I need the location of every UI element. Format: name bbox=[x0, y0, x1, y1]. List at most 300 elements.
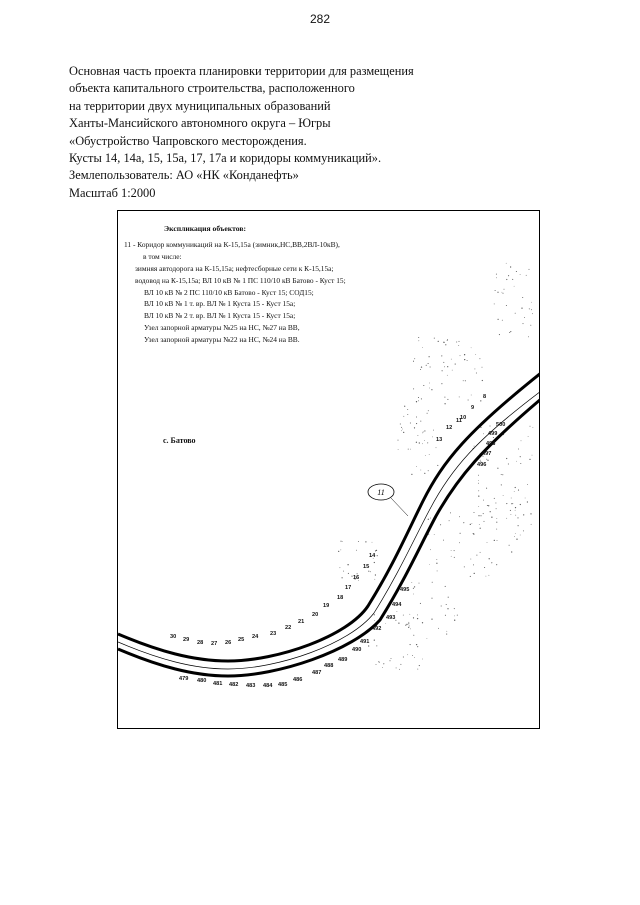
terrain-dot bbox=[404, 406, 405, 407]
point-label: 24 bbox=[252, 634, 259, 640]
point-label: 482 bbox=[229, 682, 239, 688]
terrain-dot bbox=[423, 431, 424, 432]
terrain-dot bbox=[447, 399, 448, 400]
terrain-dot bbox=[460, 533, 461, 534]
terrain-dot bbox=[403, 432, 404, 433]
legend bbox=[124, 223, 536, 346]
settlement-label: с. Батово bbox=[163, 436, 196, 445]
terrain-dot bbox=[424, 430, 425, 431]
terrain-dot bbox=[365, 541, 366, 542]
terrain-dot bbox=[422, 347, 423, 348]
terrain-dot bbox=[476, 373, 477, 374]
terrain-dot bbox=[396, 667, 397, 668]
terrain-dot bbox=[417, 614, 418, 615]
terrain-dot bbox=[451, 556, 452, 557]
terrain-dot bbox=[487, 542, 488, 543]
legend-item: водовод на К-15,15а; ВЛ 10 кВ № 1 ПС 110/10 кВ Батово - Куст 15; bbox=[135, 275, 346, 285]
terrain-dot bbox=[483, 433, 484, 434]
point-label: 29 bbox=[183, 637, 190, 643]
terrain-dot bbox=[417, 435, 418, 436]
terrain-dot bbox=[411, 474, 412, 475]
terrain-dot bbox=[465, 380, 466, 381]
terrain-dot bbox=[528, 436, 529, 437]
terrain-dot bbox=[486, 488, 487, 489]
terrain-dot bbox=[410, 644, 411, 645]
terrain-dot bbox=[474, 573, 475, 574]
terrain-dot bbox=[430, 518, 431, 519]
terrain-dot bbox=[422, 443, 423, 444]
terrain-dot bbox=[496, 522, 497, 523]
terrain-dot bbox=[401, 427, 402, 428]
terrain-dot bbox=[375, 550, 376, 551]
terrain-dot bbox=[478, 483, 479, 484]
terrain-dot bbox=[339, 567, 340, 568]
terrain-dot bbox=[452, 370, 453, 371]
terrain-dot bbox=[424, 440, 425, 441]
terrain-dot bbox=[479, 524, 480, 525]
point-label: 490 bbox=[352, 647, 362, 653]
terrain-dot bbox=[376, 645, 377, 646]
upper-point-labels bbox=[170, 394, 486, 647]
legend-item: Узел запорной арматуры №22 на НС, №24 на ВВ. bbox=[144, 335, 300, 345]
terrain-dot bbox=[374, 620, 375, 621]
terrain-dot bbox=[413, 588, 414, 589]
terrain-dot bbox=[413, 594, 414, 595]
point-label: 22 bbox=[285, 625, 292, 631]
terrain-dot bbox=[479, 358, 480, 359]
terrain-dot bbox=[429, 388, 430, 389]
terrain-dot bbox=[495, 503, 496, 504]
terrain-dot bbox=[530, 426, 531, 427]
terrain-dot bbox=[503, 495, 504, 496]
terrain-dot bbox=[418, 397, 419, 398]
terrain-dot bbox=[478, 506, 479, 507]
terrain-dot bbox=[429, 383, 430, 384]
terrain-dot bbox=[423, 385, 424, 386]
terrain-dot bbox=[502, 474, 503, 475]
plan-map bbox=[117, 210, 540, 729]
terrain-dot bbox=[520, 463, 521, 464]
terrain-dot bbox=[478, 490, 479, 491]
point-label: 18 bbox=[337, 595, 344, 601]
terrain-dot bbox=[490, 511, 491, 512]
terrain-dot bbox=[410, 629, 411, 630]
point-label: 487 bbox=[312, 670, 322, 676]
point-label: 14 bbox=[369, 553, 376, 559]
terrain-dot bbox=[432, 437, 433, 438]
terrain-dot bbox=[454, 608, 455, 609]
terrain-dot bbox=[428, 519, 429, 520]
terrain-dot bbox=[430, 549, 431, 550]
terrain-dot bbox=[409, 625, 410, 626]
terrain-dot bbox=[518, 525, 519, 526]
terrain-dot bbox=[518, 490, 519, 491]
terrain-dot bbox=[530, 513, 531, 514]
point-label: 15 bbox=[363, 564, 370, 570]
terrain-dot bbox=[478, 515, 479, 516]
terrain-dot bbox=[421, 366, 422, 367]
terrain-dot bbox=[529, 459, 530, 460]
legend-title: Экспликация объектов: bbox=[164, 224, 246, 233]
point-label: 30 bbox=[170, 634, 177, 640]
legend-item: ВЛ 10 кВ № 2 ПС 110/10 кВ Батово - Куст 15; СОД15; bbox=[144, 287, 314, 297]
terrain-dot bbox=[460, 355, 461, 356]
terrain-dot bbox=[476, 555, 477, 556]
terrain-dot bbox=[416, 644, 417, 645]
terrain-dot bbox=[489, 558, 490, 559]
terrain-dot bbox=[430, 367, 431, 368]
terrain-dot bbox=[468, 399, 469, 400]
terrain-dot bbox=[450, 512, 451, 513]
terrain-dot bbox=[471, 395, 472, 396]
terrain-dot bbox=[422, 433, 423, 434]
terrain-dot bbox=[419, 583, 420, 584]
terrain-dot bbox=[424, 473, 425, 474]
terrain-dot bbox=[382, 667, 383, 668]
point-label: 19 bbox=[323, 603, 330, 609]
terrain-dot bbox=[413, 388, 414, 389]
header-line: на территории двух муниципальных образований bbox=[69, 98, 331, 113]
terrain-dot bbox=[449, 520, 450, 521]
point-label: 17 bbox=[345, 585, 352, 591]
terrain-dot bbox=[440, 524, 441, 525]
point-label: 9 bbox=[471, 405, 475, 411]
terrain-dot bbox=[490, 426, 491, 427]
terrain-dot bbox=[406, 624, 407, 625]
point-label: 499 bbox=[488, 431, 498, 437]
terrain-dot bbox=[497, 468, 498, 469]
terrain-dot bbox=[436, 563, 437, 564]
terrain-dot bbox=[478, 480, 479, 481]
terrain-dot bbox=[494, 498, 495, 499]
point-label: 20 bbox=[312, 612, 319, 618]
terrain-dot bbox=[506, 503, 507, 504]
terrain-dot bbox=[486, 459, 487, 460]
terrain-dot bbox=[412, 655, 413, 656]
terrain-dot bbox=[356, 550, 357, 551]
terrain-dot bbox=[425, 455, 426, 456]
scale-line: Масштаб 1:2000 bbox=[69, 185, 156, 200]
point-label: 491 bbox=[360, 639, 370, 645]
terrain-dot bbox=[395, 620, 396, 621]
terrain-dot bbox=[427, 442, 428, 443]
terrain-dot bbox=[454, 616, 455, 617]
point-label: 479 bbox=[179, 676, 189, 682]
terrain-dot bbox=[413, 361, 414, 362]
terrain-dot bbox=[427, 413, 428, 414]
point-label: 11 bbox=[456, 418, 462, 424]
terrain-dot bbox=[436, 559, 437, 560]
terrain-dot bbox=[422, 622, 423, 623]
terrain-dot bbox=[470, 524, 471, 525]
terrain-dot bbox=[447, 375, 448, 376]
terrain-dot bbox=[368, 571, 369, 572]
terrain-dot bbox=[437, 465, 438, 466]
terrain-dot bbox=[520, 535, 521, 536]
terrain-dot bbox=[403, 416, 404, 417]
terrain-dot bbox=[445, 615, 446, 616]
terrain-dot bbox=[517, 517, 518, 518]
terrain-dot bbox=[407, 409, 408, 410]
terrain-dot bbox=[470, 559, 471, 560]
point-label: 498 bbox=[486, 441, 496, 447]
terrain-dot bbox=[515, 510, 516, 511]
terrain-dot bbox=[471, 347, 472, 348]
point-label: 489 bbox=[338, 657, 348, 663]
terrain-dot bbox=[515, 507, 516, 508]
terrain-dot bbox=[400, 424, 401, 425]
terrain-dot bbox=[464, 359, 465, 360]
terrain-dot bbox=[444, 403, 445, 404]
terrain-dot bbox=[434, 534, 435, 535]
terrain-dot bbox=[527, 484, 528, 485]
terrain-dot bbox=[511, 503, 512, 504]
terrain-dot bbox=[398, 440, 399, 441]
terrain-dot bbox=[420, 421, 421, 422]
terrain-dot bbox=[491, 562, 492, 563]
terrain-dot bbox=[376, 664, 377, 665]
terrain-dot bbox=[441, 606, 442, 607]
terrain-dot bbox=[385, 623, 386, 624]
point-label: 492 bbox=[372, 626, 382, 632]
terrain-dot bbox=[418, 400, 419, 401]
terrain-dot bbox=[368, 645, 369, 646]
terrain-dot bbox=[432, 582, 433, 583]
point-label: 26 bbox=[225, 640, 232, 646]
terrain-dot bbox=[410, 422, 411, 423]
terrain-dot bbox=[433, 430, 434, 431]
point-label: 8 bbox=[483, 394, 487, 400]
terrain-dot bbox=[338, 551, 339, 552]
document-header bbox=[69, 63, 589, 202]
terrain-dot bbox=[413, 635, 414, 636]
terrain-dot bbox=[472, 523, 473, 524]
terrain-dot bbox=[482, 380, 483, 381]
terrain-dot bbox=[515, 487, 516, 488]
legend-item: 11 - Коридор коммуникаций на К-15,15а (зимник,НС,ВВ,2ВЛ-10кВ), bbox=[124, 239, 340, 249]
terrain-dot bbox=[488, 505, 489, 506]
terrain-dot bbox=[374, 614, 375, 615]
terrain-dot bbox=[496, 564, 497, 565]
terrain-dot bbox=[340, 550, 341, 551]
terrain-dot bbox=[419, 442, 420, 443]
terrain-dot bbox=[523, 514, 524, 515]
point-label: 21 bbox=[298, 619, 305, 625]
terrain-dot bbox=[496, 518, 497, 519]
terrain-dot bbox=[483, 513, 484, 514]
terrain-dot bbox=[478, 495, 479, 496]
terrain-dot bbox=[375, 574, 376, 575]
terrain-dot bbox=[420, 470, 421, 471]
terrain-dot bbox=[428, 410, 429, 411]
terrain-dot bbox=[455, 364, 456, 365]
point-label: 10 bbox=[460, 415, 467, 421]
terrain-dot bbox=[372, 542, 373, 543]
terrain-dot bbox=[402, 429, 403, 430]
terrain-dot bbox=[493, 437, 494, 438]
terrain-dot bbox=[480, 528, 481, 529]
header-line: «Обустройство Чапровского месторождения. bbox=[69, 133, 307, 148]
terrain-dot bbox=[421, 398, 422, 399]
terrain-dot bbox=[347, 564, 348, 565]
terrain-dot bbox=[444, 366, 445, 367]
terrain-dot bbox=[506, 458, 507, 459]
terrain-dot bbox=[454, 557, 455, 558]
terrain-dot bbox=[398, 449, 399, 450]
legend-item: ВЛ 10 кВ № 1 т. вр. ВЛ № 1 Куста 15 - Куст 15а; bbox=[144, 299, 296, 309]
terrain-dot bbox=[473, 534, 474, 535]
terrain-dot bbox=[414, 586, 415, 587]
terrain-dot bbox=[379, 662, 380, 663]
terrain-dot bbox=[416, 442, 417, 443]
point-label: 486 bbox=[293, 677, 303, 683]
terrain-dot bbox=[403, 656, 404, 657]
terrain-dot bbox=[487, 460, 488, 461]
terrain-dot bbox=[401, 430, 402, 431]
terrain-dot bbox=[441, 355, 442, 356]
terrain-dot bbox=[506, 518, 507, 519]
terrain-dot bbox=[463, 380, 464, 381]
header-line: Основная часть проекта планировки территории для размещения bbox=[69, 64, 414, 78]
point-label: 27 bbox=[211, 641, 218, 647]
terrain-dot bbox=[431, 389, 432, 390]
terrain-dot bbox=[487, 505, 488, 506]
legend-item: зимняя автодорога на К-15,15а; нефтесборные сети к К-15,15а; bbox=[135, 263, 334, 273]
point-label: 481 bbox=[213, 681, 223, 687]
terrain-dot bbox=[374, 562, 375, 563]
terrain-dot bbox=[340, 541, 341, 542]
terrain-dot bbox=[409, 614, 410, 615]
point-label: 16 bbox=[353, 575, 360, 581]
terrain-dot bbox=[518, 449, 519, 450]
terrain-dot bbox=[374, 579, 375, 580]
header-line: Ханты-Мансийского автономного округа – Югры bbox=[69, 116, 331, 131]
terrain-dot bbox=[525, 498, 526, 499]
terrain-dot bbox=[417, 669, 418, 670]
terrain-dot bbox=[428, 363, 429, 364]
terrain-dot bbox=[516, 461, 517, 462]
terrain-dot bbox=[516, 539, 517, 540]
terrain-dot bbox=[429, 454, 430, 455]
terrain-dot bbox=[444, 397, 445, 398]
terrain-dot bbox=[457, 615, 458, 616]
terrain-dot bbox=[531, 524, 532, 525]
point-label: 485 bbox=[278, 682, 288, 688]
terrain-dot bbox=[416, 417, 417, 418]
terrain-dot bbox=[445, 586, 446, 587]
legend-item: ВЛ 10 кВ № 2 т. вр. ВЛ № 1 Куста 15 - Куст 15а; bbox=[144, 311, 296, 321]
terrain-dot bbox=[484, 567, 485, 568]
terrain-dot bbox=[398, 622, 399, 623]
terrain-dot bbox=[482, 367, 483, 368]
terrain-dot bbox=[464, 566, 465, 567]
terrain-dot bbox=[474, 368, 475, 369]
terrain-dot bbox=[496, 529, 497, 530]
terrain-dot bbox=[514, 536, 515, 537]
terrain-dot bbox=[405, 625, 406, 626]
terrain-dot bbox=[451, 550, 452, 551]
terrain-dot bbox=[374, 639, 375, 640]
terrain-dot bbox=[467, 360, 468, 361]
point-label: 480 bbox=[197, 678, 207, 684]
terrain-dot bbox=[442, 370, 443, 371]
terrain-dot bbox=[408, 627, 409, 628]
terrain-dot bbox=[446, 604, 447, 605]
terrain-dot bbox=[422, 659, 423, 660]
terrain-dot bbox=[480, 460, 481, 461]
terrain-dot bbox=[414, 427, 415, 428]
terrain-dot bbox=[464, 354, 465, 355]
terrain-dot bbox=[443, 362, 444, 363]
terrain-dot bbox=[475, 354, 476, 355]
terrain-dot bbox=[511, 551, 512, 552]
terrain-dot bbox=[520, 456, 521, 457]
terrain-dot bbox=[427, 638, 428, 639]
terrain-dot bbox=[420, 369, 421, 370]
point-label: 496 bbox=[477, 462, 487, 468]
terrain-dot bbox=[447, 366, 448, 367]
terrain-dot bbox=[480, 427, 481, 428]
terrain-dot bbox=[429, 564, 430, 565]
terrain-dot bbox=[414, 358, 415, 359]
terrain-dot bbox=[521, 440, 522, 441]
point-label: 497 bbox=[482, 451, 492, 457]
terrain-dot bbox=[533, 427, 534, 428]
page-number: 282 bbox=[309, 12, 331, 26]
point-label: 484 bbox=[263, 683, 273, 689]
point-label: 500 bbox=[496, 422, 506, 428]
terrain-dot bbox=[480, 515, 481, 516]
terrain-dot bbox=[383, 663, 384, 664]
terrain-dot bbox=[447, 608, 448, 609]
terrain-dot bbox=[441, 383, 442, 384]
terrain-dot bbox=[399, 669, 400, 670]
terrain-dot bbox=[478, 475, 479, 476]
terrain-dot bbox=[438, 628, 439, 629]
terrain-dot bbox=[501, 484, 502, 485]
terrain-dot bbox=[494, 540, 495, 541]
corridor-callout bbox=[368, 484, 408, 516]
terrain-dot bbox=[341, 577, 342, 578]
terrain-dot bbox=[408, 622, 409, 623]
terrain-dot bbox=[410, 449, 411, 450]
terrain-dot bbox=[416, 401, 417, 402]
terrain-dot bbox=[491, 517, 492, 518]
terrain-dot bbox=[358, 541, 359, 542]
terrain-dot bbox=[343, 571, 344, 572]
terrain-dot bbox=[411, 582, 412, 583]
terrain-dot bbox=[448, 597, 449, 598]
terrain-dot bbox=[473, 564, 474, 565]
terrain-dot bbox=[459, 396, 460, 397]
lower-point-labels bbox=[179, 422, 505, 689]
point-label: 23 bbox=[270, 631, 277, 637]
terrain-dot bbox=[417, 618, 418, 619]
header-line: Кусты 14, 14а, 15, 15а, 17, 17а и коридоры коммуникаций». bbox=[69, 151, 382, 166]
point-label: 12 bbox=[446, 425, 453, 431]
point-label: 493 bbox=[386, 615, 396, 621]
terrain-dot bbox=[428, 470, 429, 471]
terrain-dot bbox=[446, 631, 447, 632]
terrain-dot bbox=[480, 552, 481, 553]
terrain-dot bbox=[523, 530, 524, 531]
terrain-dot bbox=[497, 540, 498, 541]
point-label: 483 bbox=[246, 683, 256, 689]
terrain-dot bbox=[391, 658, 392, 659]
terrain-dot bbox=[407, 414, 408, 415]
terrain-dot bbox=[437, 570, 438, 571]
terrain-dot bbox=[510, 510, 511, 511]
